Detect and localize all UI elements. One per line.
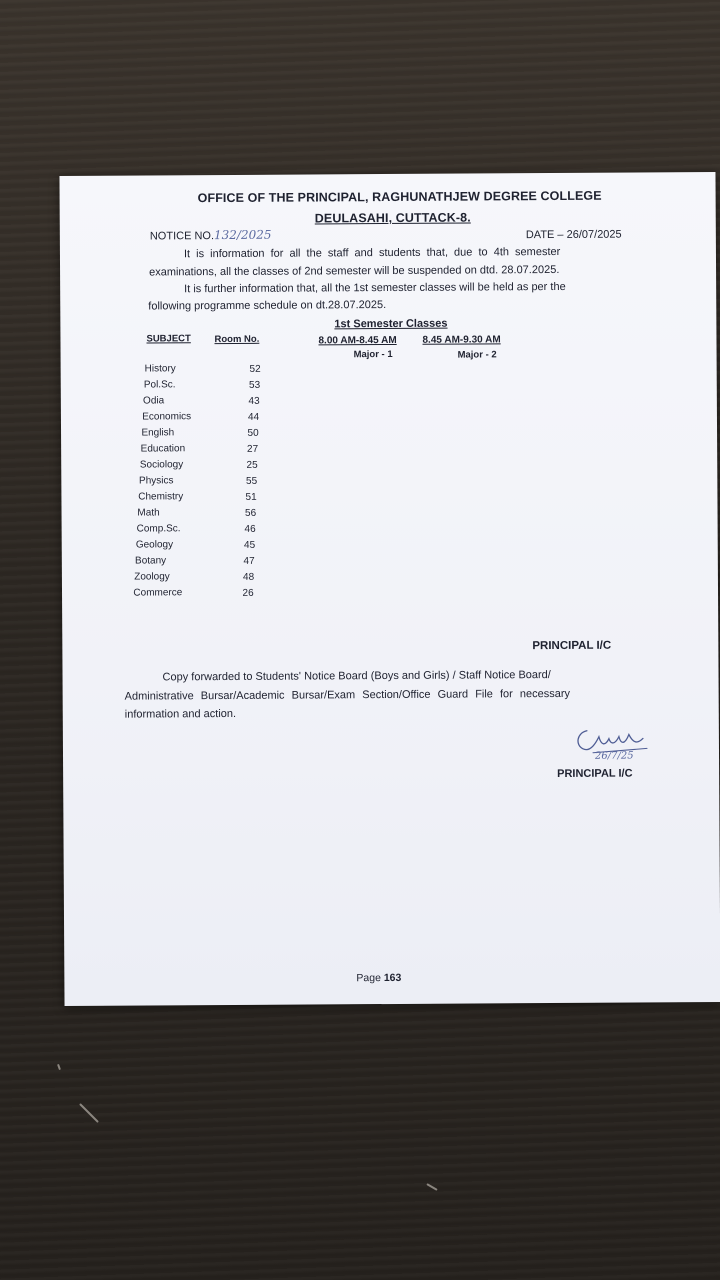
office-header: OFFICE OF THE PRINCIPAL, RAGHUNATHJEW DEGREE COLLEGE <box>197 188 602 206</box>
notice-label: NOTICE NO. <box>149 230 215 243</box>
copy-line-3: information and action. <box>124 707 237 721</box>
table-scratch <box>426 1183 437 1191</box>
column-room: Room No. <box>214 333 260 346</box>
table-scratch <box>79 1103 99 1123</box>
page-number: 163 <box>383 971 402 985</box>
paragraph-2-line-1: It is further information that, all the 1st semester classes will be held as per the <box>184 280 566 296</box>
paragraph-1-line-2: examinations, all the classes of 2nd semester will be suspended on dtd. 28.07.2025. <box>149 263 560 279</box>
row-subject: Odia <box>143 395 165 407</box>
row-subject: Physics <box>138 475 174 487</box>
row-subject: History <box>144 363 176 375</box>
row-subject: Geology <box>135 539 174 551</box>
notice-number <box>150 228 272 243</box>
row-room: 43 <box>248 395 260 407</box>
row-subject: Pol.Sc. <box>143 379 176 391</box>
row-room: 46 <box>244 523 256 535</box>
slot-1-label: Major - 1 <box>353 348 393 361</box>
row-room: 55 <box>245 475 258 487</box>
row-room: 47 <box>243 555 255 567</box>
row-subject: Chemistry <box>138 491 184 503</box>
row-room: 52 <box>249 363 261 375</box>
principal-signoff: PRINCIPAL I/C <box>532 639 612 653</box>
row-subject: Botany <box>134 555 167 567</box>
row-room: 27 <box>246 443 259 455</box>
office-address: DEULASAHI, CUTTACK-8. <box>314 210 471 226</box>
notice-date: DATE – 26/07/2025 <box>525 228 622 242</box>
copy-line-1: Copy forwarded to Students' Notice Board (Boys and Girls) / Staff Notice Board/ <box>162 669 551 684</box>
row-room: 51 <box>245 491 257 503</box>
row-subject: Zoology <box>134 571 170 583</box>
schedule-title: 1st Semester Classes <box>334 317 448 331</box>
notice-paper <box>59 172 720 1006</box>
page-footer <box>356 972 401 984</box>
slot-2-label: Major - 2 <box>457 349 497 361</box>
row-room: 53 <box>248 379 261 391</box>
row-room: 44 <box>247 411 260 423</box>
slot-1-time: 8.00 AM-8.45 AM <box>318 334 397 347</box>
row-subject: Commerce <box>133 587 183 599</box>
page-prefix: Page <box>356 972 381 985</box>
row-subject: Math <box>137 507 160 519</box>
signature-title: PRINCIPAL I/C <box>557 767 633 780</box>
row-room: 50 <box>247 427 259 439</box>
row-room: 48 <box>242 571 255 583</box>
row-subject: Education <box>140 443 186 455</box>
row-room: 56 <box>244 507 257 519</box>
copy-line-2: Administrative Bursar/Academic Bursar/Exam Section/Office Guard File for necessary <box>124 687 571 703</box>
column-subject: SUBJECT <box>146 333 191 345</box>
row-subject: Comp.Sc. <box>136 523 181 535</box>
row-room: 45 <box>243 539 256 551</box>
notice-number-handwritten: 132/2025 <box>213 227 272 243</box>
row-room: 26 <box>242 587 254 599</box>
slot-2-time: 8.45 AM-9.30 AM <box>422 334 501 346</box>
row-subject: English <box>141 427 175 439</box>
paragraph-2-line-2: following programme schedule on dt.28.07.2025. <box>148 299 387 313</box>
row-subject: Economics <box>142 411 192 423</box>
row-subject: Sociology <box>139 459 184 471</box>
table-scratch <box>57 1064 61 1070</box>
signature-date: 26/7/25 <box>594 750 634 762</box>
paragraph-1-line-1: It is information for all the staff and students that, due to 4th semester <box>183 245 561 261</box>
row-room: 25 <box>246 459 258 471</box>
